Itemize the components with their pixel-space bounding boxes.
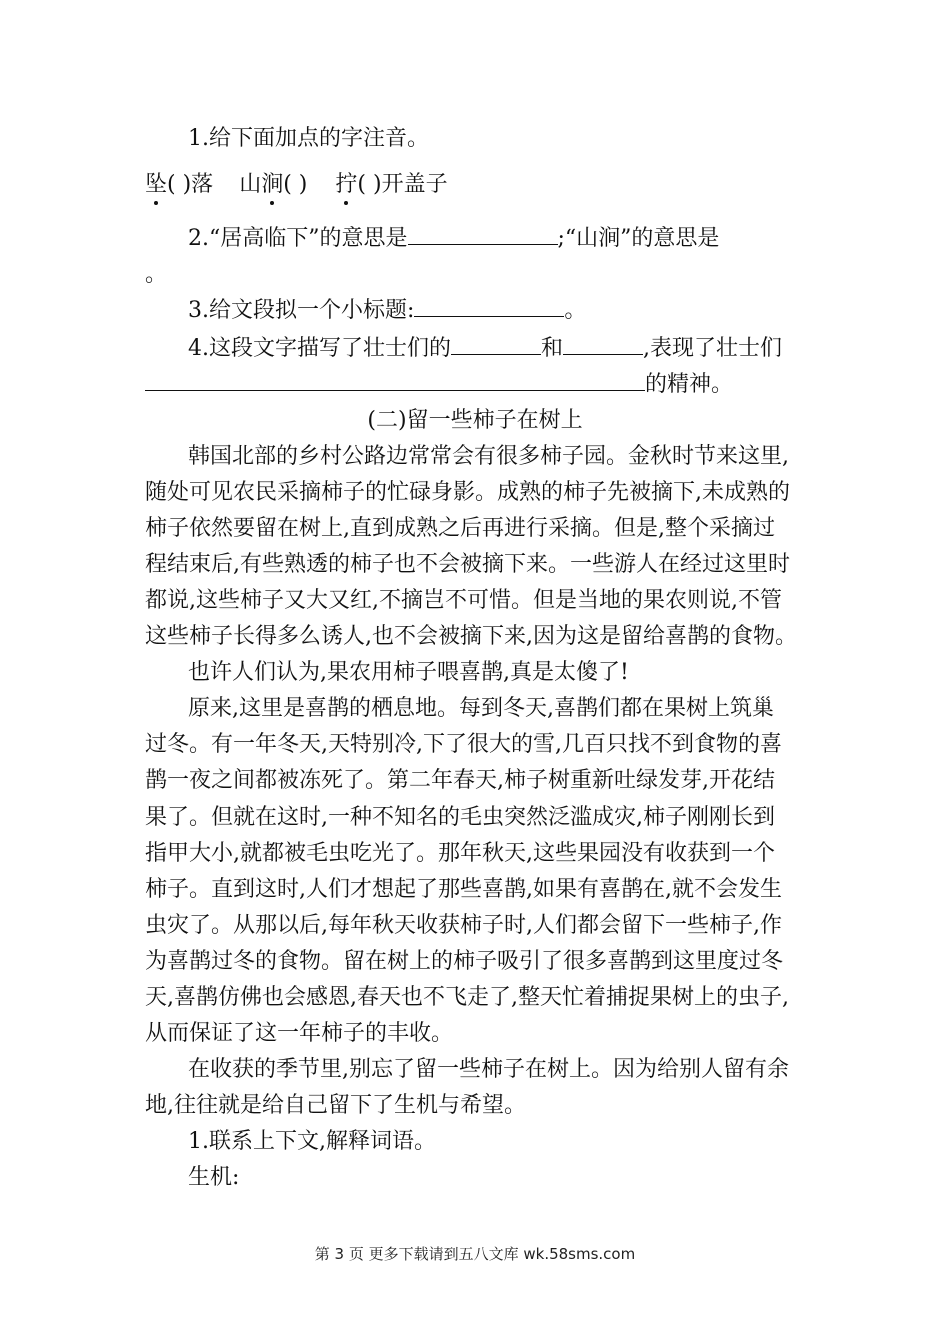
answer-blank[interactable]	[563, 353, 643, 355]
dotted-char: 拧	[335, 172, 358, 197]
passage-line: 指甲大小,就都被毛虫吃光了。那年秋天,这些果园没有收获到一个	[145, 841, 775, 866]
question-1-pinyin-line: 坠( )落 山涧( ) 拧( )开盖子	[145, 172, 448, 197]
question-2: 2.“居高临下”的意思是 ;“山涧”的意思是	[188, 226, 720, 251]
question-3: 3.给文段拟一个小标题: 。	[188, 298, 587, 323]
answer-blank[interactable]	[145, 389, 645, 391]
dotted-char: 涧	[261, 172, 284, 197]
page-footer: 第 3 页 更多下载请到五八文库 wk.58sms.com	[314, 1245, 636, 1263]
passage-line: 柿子依然要留在树上,直到成熟之后再进行采摘。但是,整个采摘过	[145, 516, 775, 541]
dotted-char: 坠	[145, 172, 168, 197]
answer-blank[interactable]	[414, 315, 564, 317]
answer-slot: ( )开盖子	[357, 172, 448, 197]
vocab-word: 生机:	[188, 1165, 240, 1190]
question-2-end: 。	[145, 262, 168, 287]
passage-line: 从而保证了这一年柿子的丰收。	[145, 1021, 454, 1046]
passage-line: 柿子。直到这时,人们才想起了那些喜鹊,如果有喜鹊在,就不会发生	[145, 877, 782, 902]
answer-slot: ( )	[283, 172, 308, 197]
passage-line: 这些柿子长得多么诱人,也不会被摘下来,因为这是留给喜鹊的食物。	[145, 624, 797, 649]
passage-line: 为喜鹊过冬的食物。留在树上的柿子吸引了很多喜鹊到这里度过冬	[145, 949, 784, 974]
question-4: 4.这段文字描写了壮士们的 和 ,表现了壮士们	[188, 336, 783, 361]
passage-line: 原来,这里是喜鹊的栖息地。每到冬天,喜鹊们都在果树上筑巢	[188, 696, 774, 721]
passage-line: 果了。但就在这时,一种不知名的毛虫突然泛滥成灾,柿子刚刚长到	[145, 805, 775, 830]
passage-line: 过冬。有一年冬天,天特别冷,下了很大的雪,几百只找不到食物的喜	[145, 732, 782, 757]
passage-title: (二)留一些柿子在树上	[367, 408, 583, 433]
passage-line: 程结束后,有些熟透的柿子也不会被摘下来。一些游人在经过这里时	[145, 552, 790, 577]
question-bottom-1: 1.联系上下文,解释词语。	[188, 1129, 436, 1154]
passage-line: 韩国北部的乡村公路边常常会有很多柿子园。金秋时节来这里,	[188, 444, 789, 469]
passage-line: 虫灾了。从那以后,每年秋天收获柿子时,人们都会留下一些柿子,作	[145, 913, 782, 938]
question-4-end: 的精神。	[145, 372, 733, 398]
passage-line: 在收获的季节里,别忘了留一些柿子在树上。因为给别人留有余	[188, 1057, 789, 1082]
answer-blank[interactable]	[451, 353, 541, 355]
answer-slot: ( )落	[167, 172, 214, 197]
passage-line: 也许人们认为,果农用柿子喂喜鹊,真是太傻了!	[188, 660, 629, 685]
passage-line: 地,往往就是给自己留下了生机与希望。	[145, 1093, 526, 1118]
passage-line: 随处可见农民采摘柿子的忙碌身影。成熟的柿子先被摘下,未成熟的	[145, 480, 790, 505]
question-1-title: 1.给下面加点的字注音。	[188, 126, 429, 151]
passage-line: 都说,这些柿子又大又红,不摘岂不可惜。但是当地的果农则说,不管	[145, 588, 782, 613]
passage-line: 天,喜鹊仿佛也会感恩,春天也不飞走了,整天忙着捕捉果树上的虫子,	[145, 985, 789, 1010]
answer-blank[interactable]	[408, 243, 558, 245]
passage-line: 鹊一夜之间都被冻死了。第二年春天,柿子树重新吐绿发芽,开花结	[145, 768, 775, 793]
